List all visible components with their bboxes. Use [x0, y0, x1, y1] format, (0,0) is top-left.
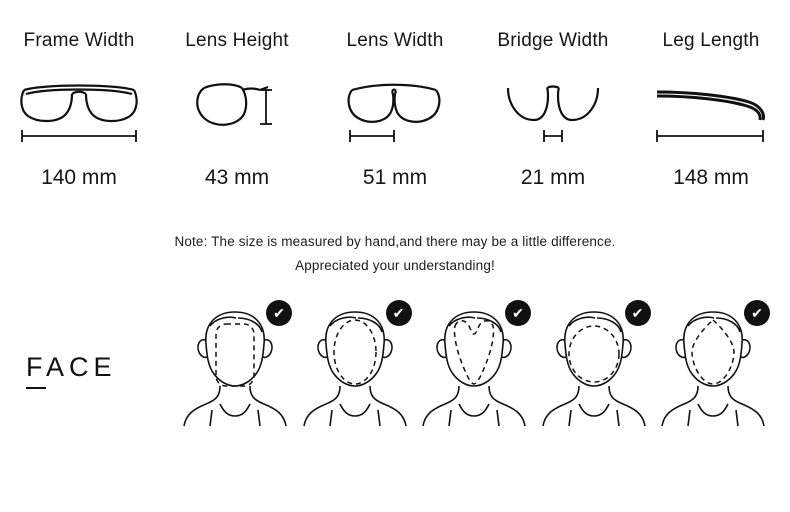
frame-width-glasses-icon [14, 74, 144, 152]
face-label: FACE [26, 352, 117, 389]
check-icon: ✔ [625, 300, 651, 326]
face-item-oval[interactable] [296, 300, 414, 430]
face-label-wrap [26, 300, 176, 389]
face-item-diamond[interactable] [654, 300, 772, 430]
face-item-heart[interactable] [415, 300, 533, 430]
note-line-1: Note: The size is measured by hand,and there may be a little difference. [174, 234, 616, 249]
spec-title: Leg Length [662, 30, 760, 51]
spec-value: 51 mm [362, 166, 428, 189]
spec-lens-width [316, 30, 474, 190]
leg-length-temple-icon [651, 74, 771, 152]
spec-value: 148 mm [673, 166, 749, 189]
spec-bridge-width [474, 30, 632, 190]
face-shapes-section [0, 300, 790, 430]
spec-title: Bridge Width [497, 30, 609, 51]
spec-lens-height [158, 30, 316, 190]
note-line-2: Appreciated your understanding! [295, 258, 495, 273]
check-icon: ✔ [386, 300, 412, 326]
lens-height-glasses-icon [182, 74, 292, 152]
bridge-width-glasses-icon [494, 74, 612, 152]
spec-title: Frame Width [23, 30, 135, 51]
spec-frame-width [0, 30, 158, 190]
face-item-round[interactable] [535, 300, 653, 430]
lens-width-glasses-icon [336, 74, 454, 152]
measurement-row [0, 0, 790, 190]
spec-value: 21 mm [520, 166, 586, 189]
spec-title: Lens Height [185, 30, 289, 51]
check-icon: ✔ [744, 300, 770, 326]
spec-title: Lens Width [346, 30, 444, 51]
face-list [176, 300, 790, 430]
check-icon: ✔ [266, 300, 292, 326]
size-note [0, 230, 790, 278]
spec-leg-length [632, 30, 790, 190]
face-item-square[interactable] [176, 300, 294, 430]
spec-value: 140 mm [41, 166, 117, 189]
check-icon: ✔ [505, 300, 531, 326]
spec-value: 43 mm [204, 166, 270, 189]
